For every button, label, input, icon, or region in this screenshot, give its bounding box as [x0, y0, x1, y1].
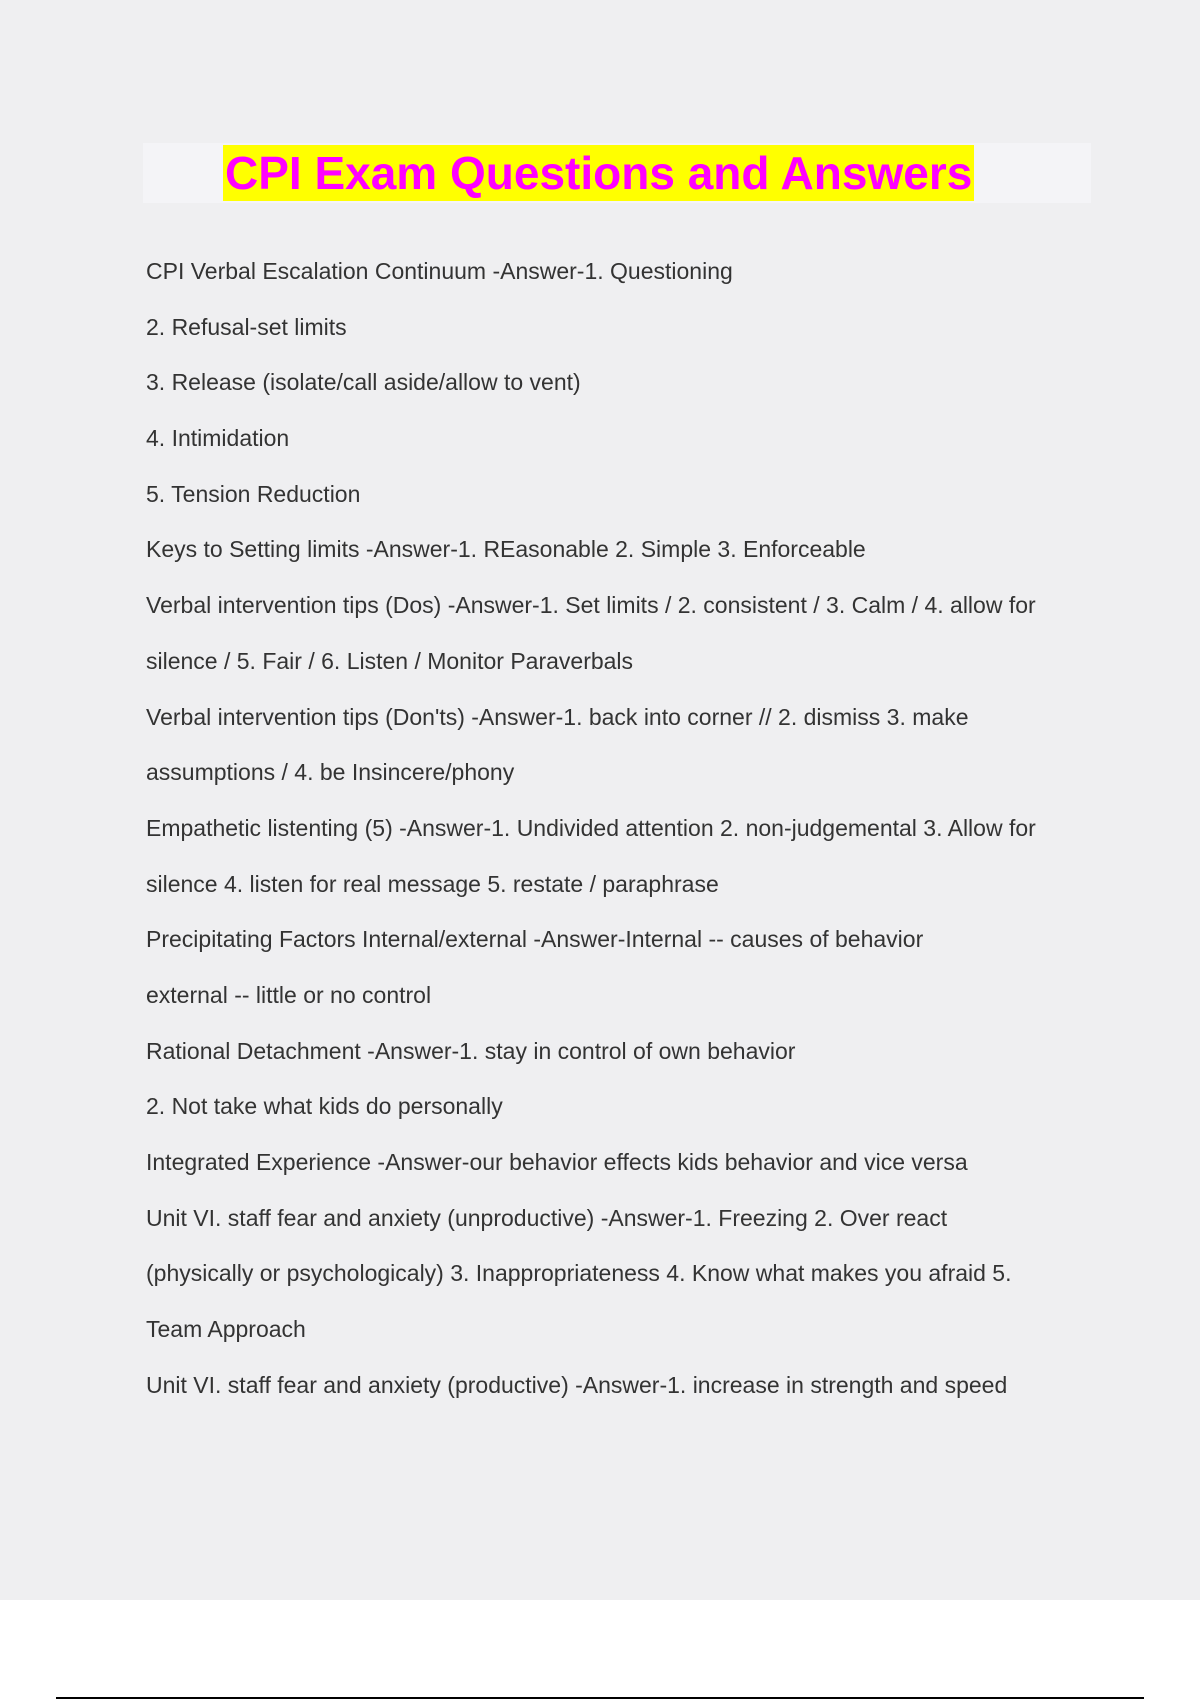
text-line: Unit VI. staff fear and anxiety (productive) -Answer-1. increase in strength and speed [146, 1371, 1008, 1398]
text-line: Keys to Setting limits -Answer-1. REasonable 2. Simple 3. Enforceable [146, 536, 866, 563]
text-line: assumptions / 4. be Insincere/phony [146, 759, 515, 786]
text-line: Precipitating Factors Internal/external -Answer-Internal -- causes of behavior [146, 926, 924, 953]
page-bottom-rule [56, 1697, 1144, 1699]
text-line: CPI Verbal Escalation Continuum -Answer-1. Questioning [146, 258, 733, 284]
text-line: Unit VI. staff fear and anxiety (unproductive) -Answer-1. Freezing 2. Over react [146, 1204, 948, 1231]
text-line: Empathetic listenting (5) -Answer-1. Undivided attention 2. non-judgemental 3. Allow for [146, 814, 1036, 841]
text-line: 3. Release (isolate/call aside/allow to vent) [146, 369, 581, 396]
text-line: silence / 5. Fair / 6. Listen / Monitor Paraverbals [146, 647, 634, 674]
page-title: CPI Exam Questions and Answers [225, 147, 973, 199]
text-line: Rational Detachment -Answer-1. stay in control of own behavior [146, 1037, 796, 1064]
text-line: 2. Refusal-set limits [146, 313, 347, 340]
text-line: Verbal intervention tips (Don'ts) -Answer-1. back into corner // 2. dismiss 3. make [146, 703, 969, 730]
text-line: Team Approach [146, 1316, 306, 1343]
text-line: 4. Intimidation [146, 425, 290, 452]
text-line: 2. Not take what kids do personally [146, 1093, 503, 1120]
text-line: 5. Tension Reduction [146, 480, 361, 507]
text-line: (physically or psychologicaly) 3. Inappropriateness 4. Know what makes you afraid 5. [146, 1260, 1012, 1287]
text-line: silence 4. listen for real message 5. restate / paraphrase [146, 870, 719, 897]
text-line: Integrated Experience -Answer-our behavior effects kids behavior and vice versa [146, 1149, 968, 1175]
text-line: external -- little or no control [146, 981, 432, 1008]
text-line: Verbal intervention tips (Dos) -Answer-1. Set limits / 2. consistent / 3. Calm / 4. allow for [146, 592, 1036, 619]
qa-content [146, 244, 1086, 1413]
